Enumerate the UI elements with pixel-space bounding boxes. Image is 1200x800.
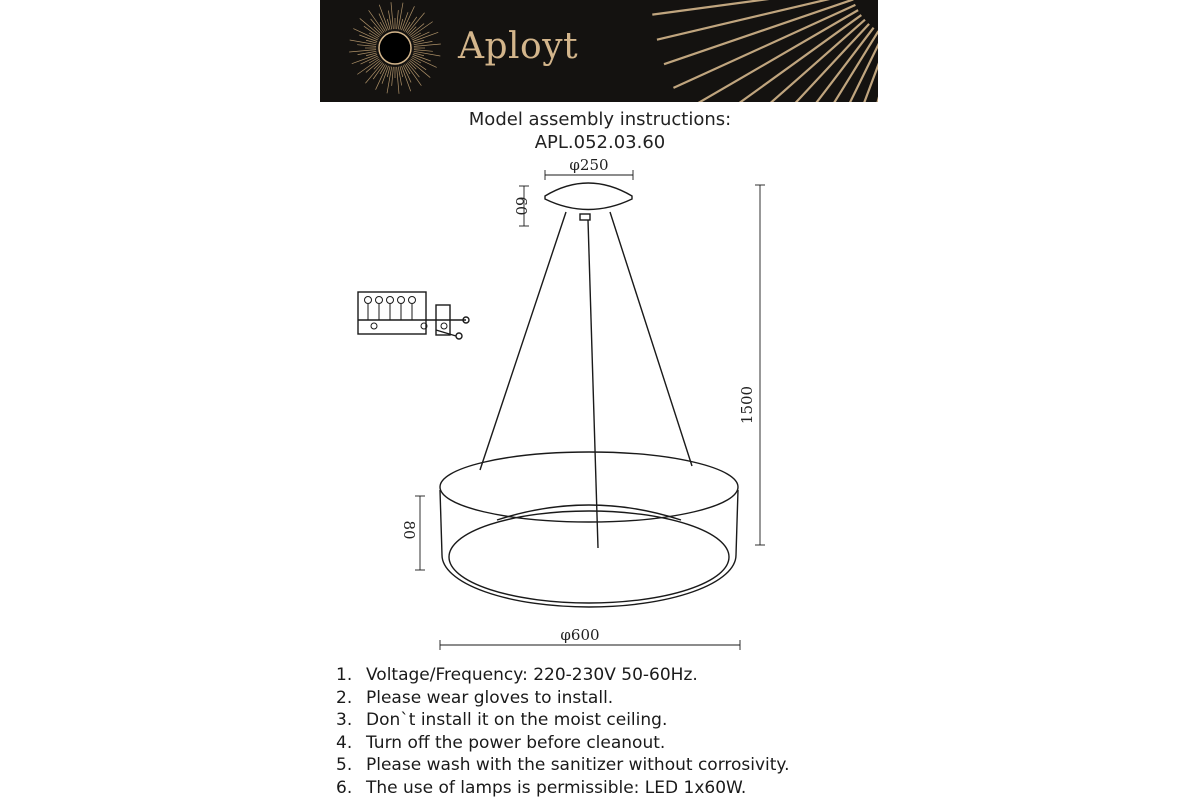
model-number: APL.052.03.60: [534, 132, 666, 153]
technical-drawing: [0, 150, 1200, 660]
list-item: 1. Voltage/Frequency: 220-230V 50-60Hz.: [336, 665, 698, 685]
ring-left-side: [440, 490, 442, 555]
ring-inner-top: [497, 505, 681, 520]
instructions-list: [336, 664, 789, 799]
instructions-title: Model assembly instructions:: [468, 109, 732, 130]
sun-logo-icon: [379, 32, 411, 64]
left-cable: [480, 212, 566, 470]
list-item: 5. Please wash with the sanitizer without corrosivity.: [336, 755, 790, 775]
ring-diameter-label: φ600: [560, 626, 600, 644]
list-item: 3. Don`t install it on the moist ceiling.: [336, 710, 668, 730]
bulb-icon: [409, 297, 416, 304]
list-item: 4. Turn off the power before cleanout.: [336, 732, 666, 753]
ring-bottom-edge: [442, 555, 736, 607]
total-height-label: 1500: [738, 385, 756, 425]
ceiling-canopy: [545, 183, 632, 210]
list-item: 2. Please wear gloves to install.: [336, 687, 614, 708]
ring-height-label: 80: [400, 520, 418, 540]
canopy-height-label: 60: [512, 196, 530, 216]
page-title: [0, 108, 1200, 154]
bulb-icon: [398, 297, 405, 304]
ring-inner-opening: [449, 511, 729, 603]
sunburst-logo: [320, 0, 878, 102]
brand-name: Aployt: [458, 26, 579, 67]
bulb-icon: [365, 297, 372, 304]
cable-clamp: [580, 214, 590, 220]
power-cable: [588, 220, 598, 548]
bulb-icon: [376, 297, 383, 304]
right-cable: [610, 212, 692, 466]
ring-right-side: [736, 490, 738, 555]
brand-banner: [320, 0, 878, 102]
list-item: 6. The use of lamps is permissible: LED 1x60W.: [336, 777, 747, 798]
canopy-diameter-label: φ250: [569, 156, 609, 174]
bulb-icon: [387, 297, 394, 304]
